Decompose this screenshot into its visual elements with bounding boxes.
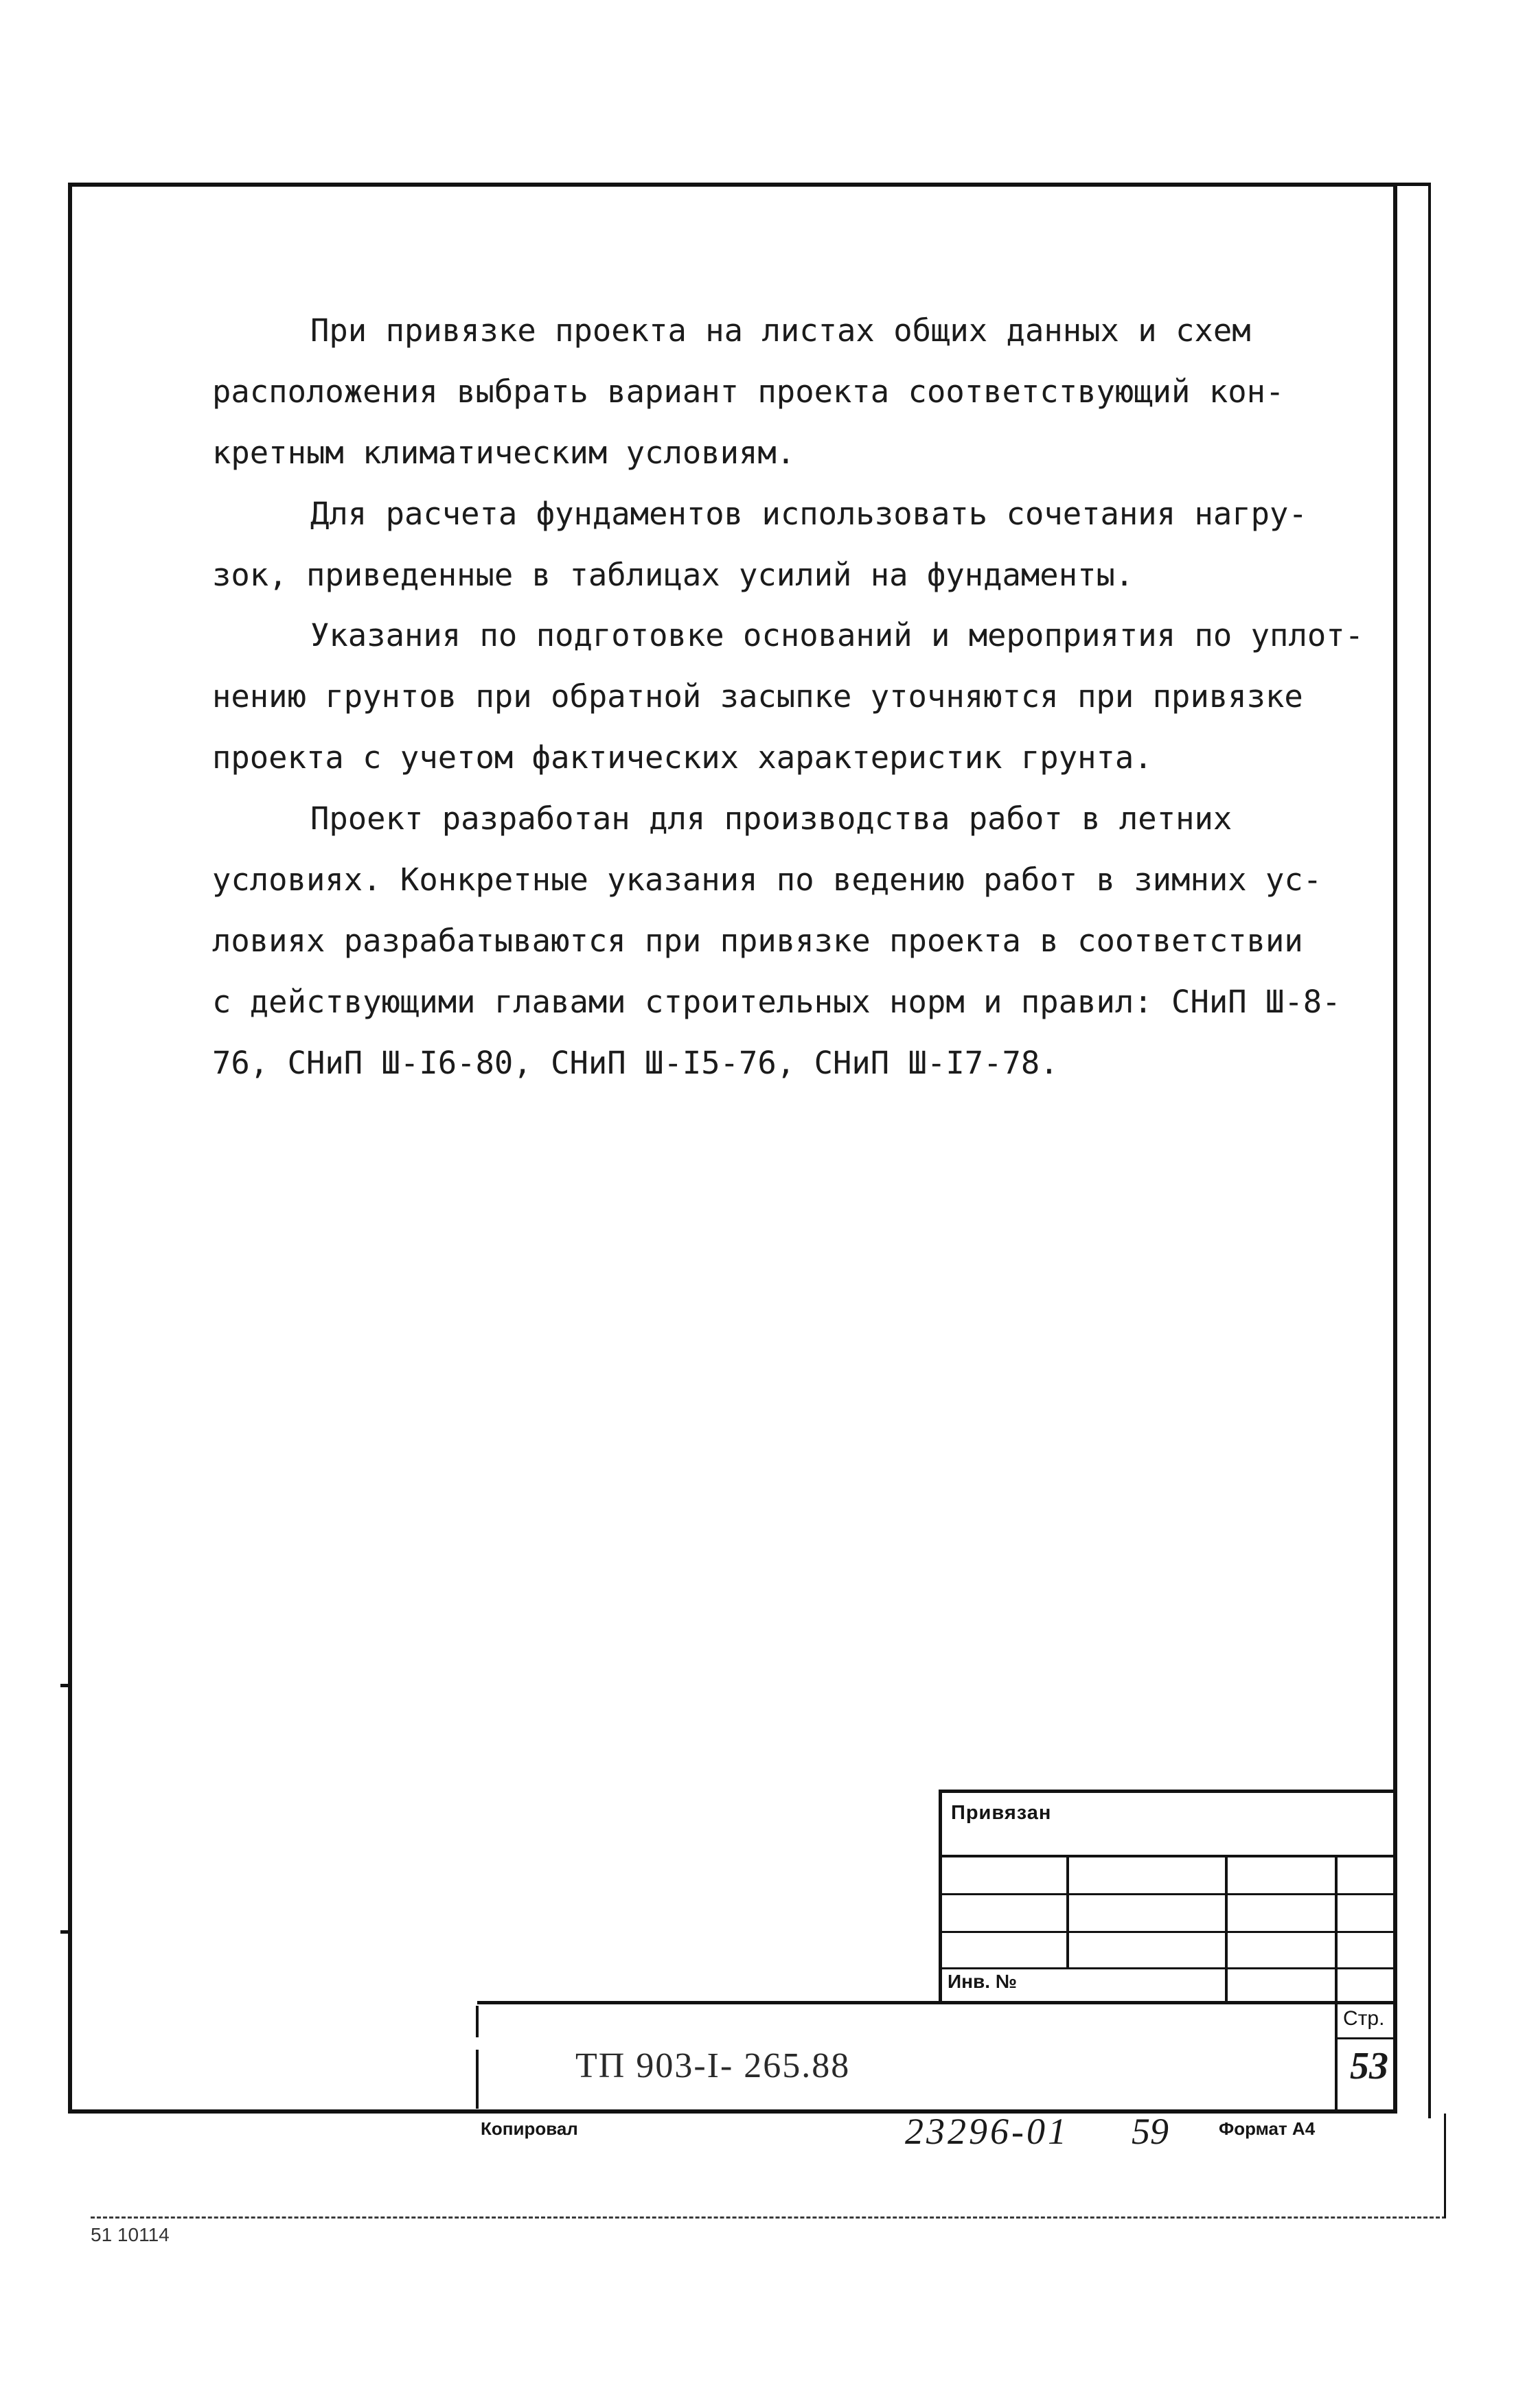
frame-left-tick: [60, 1684, 70, 1687]
copied-by-label: Копировал: [481, 2118, 578, 2139]
paragraph-4-line-2: условиях. Конкретные указания по ведению работ в зимних ус-: [212, 861, 1322, 899]
print-code: 51 10114: [91, 2224, 170, 2245]
bound-label: Привязан: [951, 1802, 1052, 1824]
title-block-grid-line: [939, 1855, 1397, 1857]
title-block-grid-line: [939, 1931, 1397, 1933]
paragraph-3-line-1: Указания по подготовке оснований и мероприятия по уплот-: [310, 617, 1364, 654]
frame-top-extension: [1394, 183, 1431, 186]
paragraph-3-line-3: проекта с учетом фактических характеристик грунта.: [212, 739, 1153, 776]
sheet-label: Стр.: [1343, 2007, 1385, 2030]
title-block-grid-line: [939, 1967, 1397, 1969]
stamp-left-mark: [476, 2006, 479, 2037]
stamp-top-line: [477, 2001, 1397, 2004]
inventory-number-label: Инв. №: [948, 1971, 1018, 1992]
sheet-cell-divider: [1336, 2037, 1397, 2039]
paragraph-4-line-3: ловиях разрабатываются при привязке проекта в соответствии: [212, 922, 1303, 959]
sheet-number: 53: [1350, 2045, 1388, 2087]
trim-line-vertical: [1444, 2114, 1446, 2218]
order-sheet-number: 59: [1132, 2111, 1169, 2152]
stamp-left-mark: [476, 2050, 479, 2109]
document-body: [212, 301, 1379, 1094]
title-block-grid-line: [939, 1893, 1397, 1895]
title-block-column-line: [1225, 1856, 1228, 2002]
frame-left-tick: [60, 1930, 70, 1934]
trim-line: [91, 2216, 1446, 2219]
paragraph-4-line-4: с действующими главами строительных норм и правил: СНиП Ш-8-: [212, 983, 1341, 1020]
paragraph-3-line-2: нению грунтов при обратной засыпке уточняются при привязке: [212, 678, 1303, 715]
paragraph-2-line-1: Для расчета фундаментов использовать сочетания нагру-: [310, 495, 1307, 532]
document-designation: ТП 903-I- 265.88: [575, 2046, 851, 2085]
title-block-column-line: [1066, 1856, 1069, 1969]
paragraph-1-line-2: расположения выбрать вариант проекта соответствующий кон-: [212, 373, 1285, 410]
paragraph-2-line-2: зок, приведенные в таблицах усилий на фундаменты.: [212, 556, 1134, 593]
paragraph-4-line-5: 76, СНиП Ш-I6-80, СНиП Ш-I5-76, СНиП Ш-I7-78.: [212, 1044, 1059, 1081]
paragraph-1-line-3: кретным климатическим условиям.: [212, 434, 796, 471]
order-number: 23296-01: [905, 2111, 1069, 2152]
format-label: Формат А4: [1219, 2118, 1316, 2139]
title-block-column-line: [1335, 1856, 1338, 2111]
frame-outer-right-line: [1428, 183, 1431, 2118]
paragraph-4-line-1: Проект разработан для производства работ в летних: [310, 800, 1232, 837]
paragraph-1-line-1: При привязке проекта на листах общих данных и схем: [310, 312, 1251, 349]
